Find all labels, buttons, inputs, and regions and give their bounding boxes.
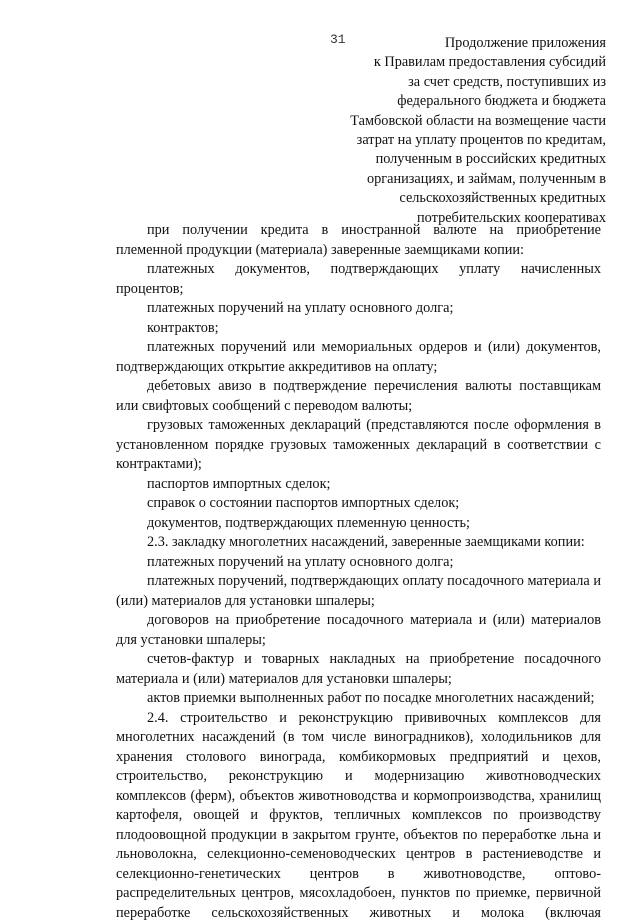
- paragraph: дебетовых авизо в подтверждение перечисления валюты поставщикам или свифтовых сообщений с переводом валюты;: [116, 377, 601, 416]
- document-body: [116, 221, 601, 923]
- header-line: сельскохозяйственных кредитных: [300, 189, 606, 208]
- paragraph: платежных поручений на уплату основного долга;: [116, 299, 601, 319]
- header-line: к Правилам предоставления субсидий: [300, 53, 606, 72]
- paragraph: платежных документов, подтверждающих уплату начисленных процентов;: [116, 260, 601, 299]
- appendix-header: [300, 34, 606, 228]
- paragraph: при получении кредита в иностранной валюте на приобретение племенной продукции (материала) заверенные заемщиками копии:: [116, 221, 601, 260]
- header-line: за счет средств, поступивших из: [300, 73, 606, 92]
- paragraph: договоров на приобретение посадочного материала и (или) материалов для установки шпалеры;: [116, 611, 601, 650]
- paragraph: актов приемки выполненных работ по посадке многолетних насаждений;: [116, 689, 601, 709]
- paragraph: 2.3. закладку многолетних насаждений, заверенные заемщиками копии:: [116, 533, 601, 553]
- paragraph: счетов-фактур и товарных накладных на приобретение посадочного материала и (или) материалов для установки шпалеры;: [116, 650, 601, 689]
- paragraph: платежных поручений, подтверждающих оплату посадочного материала и (или) материалов для установки шпалеры;: [116, 572, 601, 611]
- header-line: федерального бюджета и бюджета: [300, 92, 606, 111]
- header-line: Продолжение приложения: [300, 34, 606, 53]
- paragraph: 2.4. строительство и реконструкцию прививочных комплексов для многолетних насаждений (в том числе виноградников), холодильников для хранения столового винограда, комбикормовых предприятий и цехов, строительство, реконструкцию и модернизацию животноводческих комплексов (ферм), объектов животноводства и кормопроизводства, хранилищ картофеля, овощей и фруктов, тепличных комплексов по производству плодоовощной продукции в закрытом грунте, объектов по переработке льна и льноволокна, селекционно-семеноводческих центров в растениеводстве и селекционно-генетических центров в животноводстве, оптово-распределительных центров, мясохладобоен, пунктов по приемке, первичной переработке сельскохозяйственных животных и молока (включая: [116, 709, 601, 923]
- paragraph: платежных поручений на уплату основного долга;: [116, 553, 601, 573]
- paragraph: грузовых таможенных деклараций (представляются после оформления в установленном порядке грузовых таможенных деклараций в соответствии с контрактами);: [116, 416, 601, 475]
- paragraph: контрактов;: [116, 319, 601, 339]
- paragraph: паспортов импортных сделок;: [116, 475, 601, 495]
- paragraph: справок о состоянии паспортов импортных сделок;: [116, 494, 601, 514]
- header-line: затрат на уплату процентов по кредитам,: [300, 131, 606, 150]
- header-line: потребительских кооперативах: [300, 209, 606, 228]
- paragraph: платежных поручений или мемориальных ордеров и (или) документов, подтверждающих открытие аккредитивов на оплату;: [116, 338, 601, 377]
- header-line: организациях, и займам, полученным в: [300, 170, 606, 189]
- header-line: полученным в российских кредитных: [300, 150, 606, 169]
- page-number: 31: [330, 30, 346, 50]
- paragraph: документов, подтверждающих племенную ценность;: [116, 514, 601, 534]
- header-line: Тамбовской области на возмещение части: [300, 112, 606, 131]
